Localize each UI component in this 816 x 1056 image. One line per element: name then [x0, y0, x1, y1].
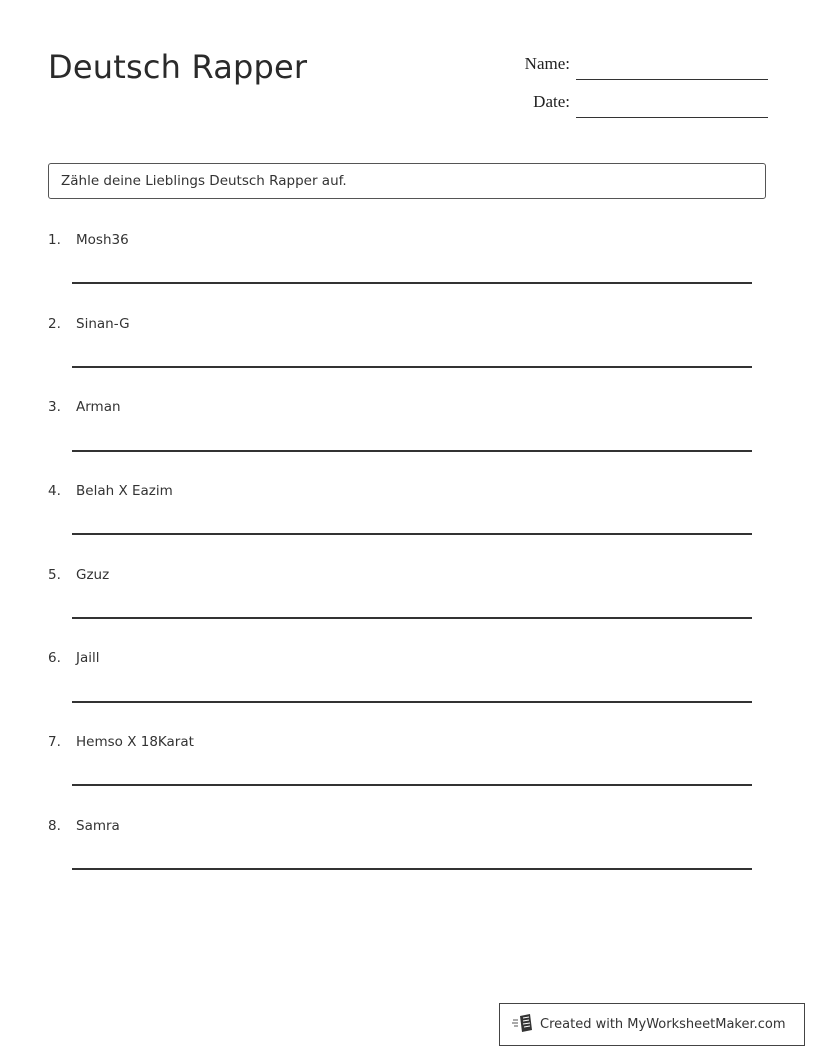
item-text: Samra [76, 818, 120, 834]
item-text: Jaill [76, 650, 100, 666]
date-label: Date: [533, 92, 570, 111]
item-text: Mosh36 [76, 232, 129, 248]
answer-line[interactable] [72, 282, 752, 284]
name-field[interactable] [500, 54, 768, 74]
item-text: Sinan-G [76, 316, 130, 332]
item-number: 7. [48, 734, 61, 750]
answer-line[interactable] [72, 617, 752, 619]
instructions-box: Zähle deine Lieblings Deutsch Rapper auf. [48, 163, 766, 199]
date-input-line[interactable] [576, 116, 768, 118]
name-input-line[interactable] [576, 78, 768, 80]
item-number: 8. [48, 818, 61, 834]
item-text: Arman [76, 399, 121, 415]
answer-line[interactable] [72, 701, 752, 703]
item-text: Gzuz [76, 567, 110, 583]
item-number: 1. [48, 232, 61, 248]
footer-badge[interactable] [499, 1003, 805, 1046]
answer-line[interactable] [72, 533, 752, 535]
answer-line[interactable] [72, 868, 752, 870]
item-number: 5. [48, 567, 61, 583]
item-text: Hemso X 18Karat [76, 734, 194, 750]
item-number: 2. [48, 316, 61, 332]
footer-text: Created with MyWorksheetMaker.com [540, 1017, 786, 1032]
answer-line[interactable] [72, 450, 752, 452]
name-label: Name: [524, 54, 570, 73]
item-number: 3. [48, 399, 61, 415]
item-text: Belah X Eazim [76, 483, 173, 499]
item-number: 4. [48, 483, 61, 499]
answer-line[interactable] [72, 784, 752, 786]
page-title: Deutsch Rapper [48, 48, 308, 86]
worksheet-logo-icon [512, 1013, 540, 1037]
date-field[interactable] [500, 92, 768, 112]
answer-line[interactable] [72, 366, 752, 368]
item-number: 6. [48, 650, 61, 666]
